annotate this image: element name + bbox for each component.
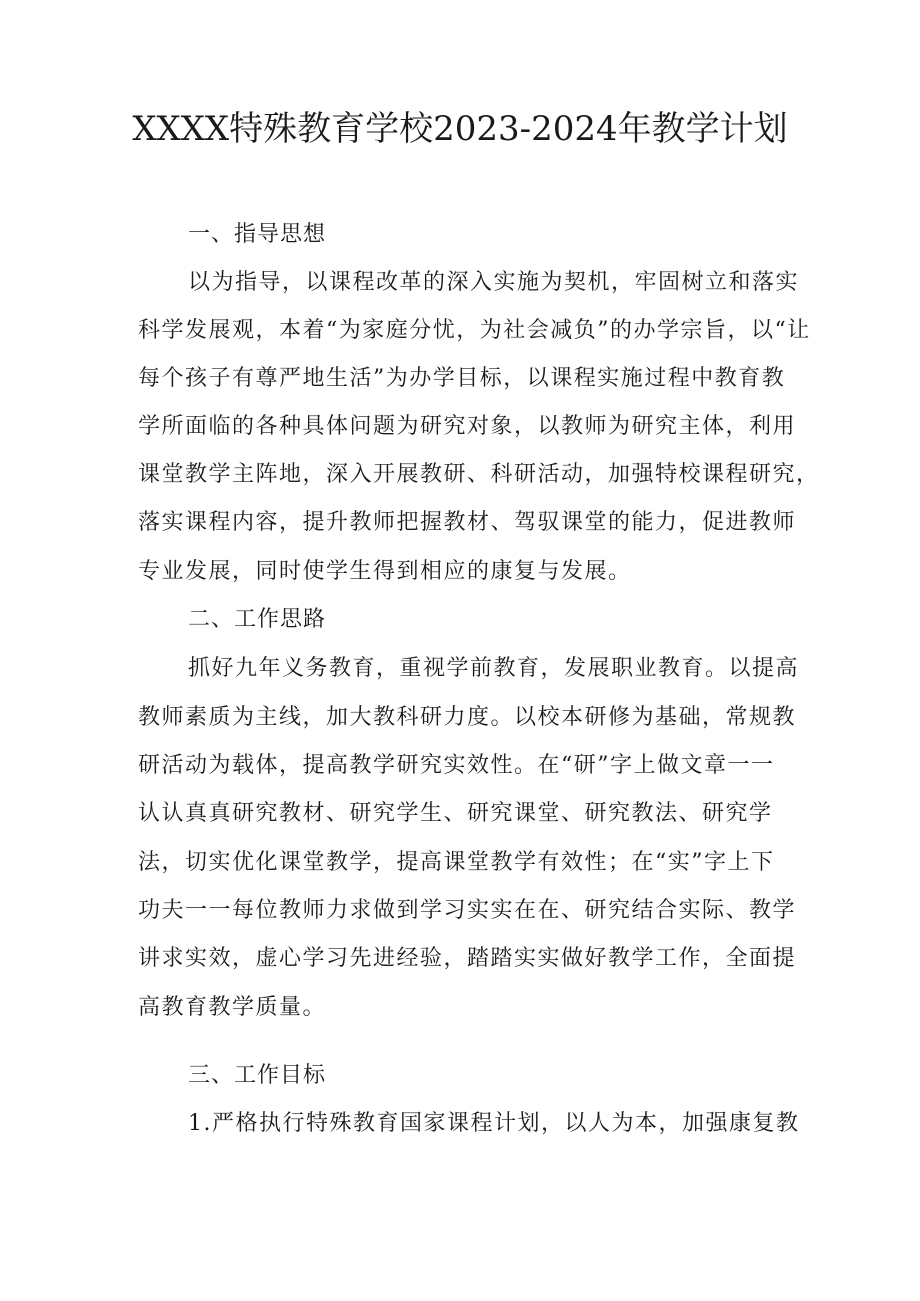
paragraph-line: 讲求实效，虚心学习先进经验，踏踏实实做好教学工作，全面提 <box>138 946 797 971</box>
section-heading-guiding-ideology: 一、指导思想 <box>188 222 327 247</box>
paragraph-line: 教师素质为主线，加大教科研力度。以校本研修为基础，常规教 <box>138 705 797 730</box>
paragraph-line: 课堂教学主阵地，深入开展教研、科研活动，加强特校课程研究， <box>138 462 820 487</box>
paragraph-line: 法，切实优化课堂教学，提高课堂教学有效性；在“实”字上下 <box>138 850 775 875</box>
document-title: XXXX特殊教育学校2023-2024年教学计划 <box>132 109 788 149</box>
paragraph-line: 落实课程内容，提升教师把握教材、驾驭课堂的能力，促进教师 <box>138 510 797 535</box>
section-heading-work-goals: 三、工作目标 <box>188 1063 327 1088</box>
paragraph-line: 认认真真研究教材、研究学生、研究课堂、研究教法、研究学 <box>138 801 773 826</box>
paragraph-line: 科学发展观，本着“为家庭分忧，为社会减负”的办学宗旨，以“让 <box>138 318 811 343</box>
section-heading-work-approach: 二、工作思路 <box>188 607 327 632</box>
paragraph-line: 学所面临的各种具体问题为研究对象，以教师为研究主体，利用 <box>138 414 797 439</box>
paragraph-line: 功夫一一每位教师力求做到学习实实在在、研究结合实际、教学 <box>138 898 797 923</box>
paragraph-line: 研活动为载体，提高教学研究实效性。在“研”字上做文章一一 <box>138 753 775 778</box>
paragraph-line: 每个孩子有尊严地生活”为办学目标，以课程实施过程中教育教 <box>138 366 786 391</box>
paragraph-line: 1.严格执行特殊教育国家课程计划，以人为本，加强康复教 <box>188 1111 800 1136</box>
paragraph-line: 高教育教学质量。 <box>138 995 327 1020</box>
paragraph-line: 以为指导，以课程改革的深入实施为契机，牢固树立和落实 <box>188 270 800 295</box>
paragraph-line: 抓好九年义务教育，重视学前教育，发展职业教育。以提高 <box>188 656 800 681</box>
paragraph-line: 专业发展，同时使学生得到相应的康复与发展。 <box>138 559 632 584</box>
